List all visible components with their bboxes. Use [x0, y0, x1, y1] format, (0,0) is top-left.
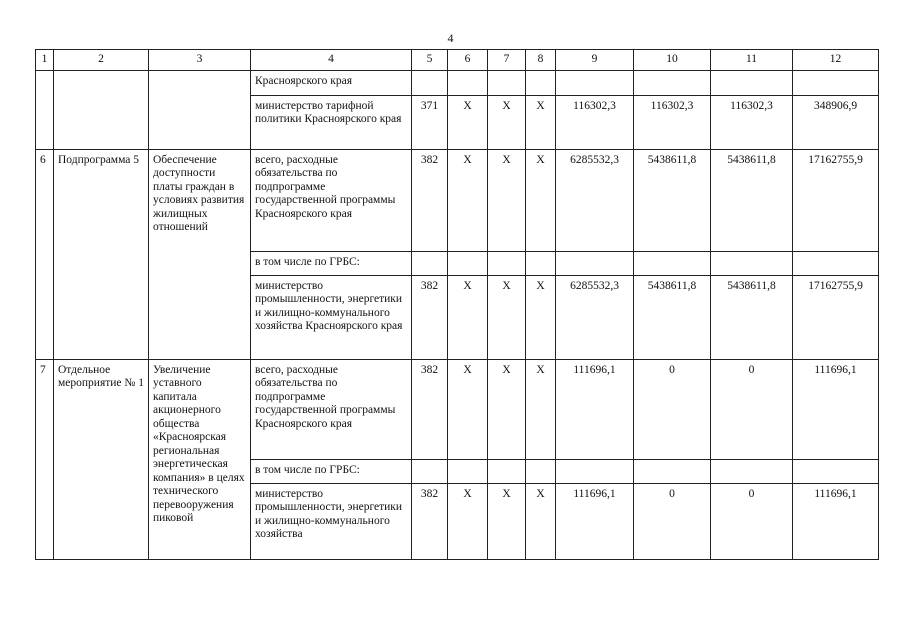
value-cell: 111696,1: [793, 483, 879, 559]
value-cell: 0: [634, 359, 711, 459]
value-cell: 111696,1: [556, 483, 634, 559]
value-cell: 17162755,9: [793, 275, 879, 359]
header-row: [36, 50, 879, 71]
value-cell: 17162755,9: [793, 149, 879, 251]
value-cell: Х: [488, 359, 526, 459]
value-cell: 348906,9: [793, 95, 879, 149]
name-cell: Отдельное мероприятие № 1: [54, 359, 149, 559]
header-cell: 6: [448, 50, 488, 71]
total-label-cell: всего, расходные обязательства по подпрограмме государственной программы Красноярского края: [251, 359, 412, 459]
name-cell: [54, 70, 149, 149]
ministry-cell: министерство тарифной политики Красноярского края: [251, 95, 412, 149]
value-cell: 0: [634, 483, 711, 559]
value-cell: 6285532,3: [556, 149, 634, 251]
budget-table: [35, 49, 879, 560]
value-cell: Х: [488, 275, 526, 359]
value-cell: Х: [448, 483, 488, 559]
value-cell: 5438611,8: [634, 149, 711, 251]
value-cell: Х: [448, 95, 488, 149]
value-cell: 111696,1: [556, 359, 634, 459]
header-cell: 2: [54, 50, 149, 71]
desc-cell: Обеспечение доступности платы граждан в условиях развития жилищных отношений: [149, 149, 251, 359]
value-cell: 382: [412, 149, 448, 251]
value-cell: Х: [488, 149, 526, 251]
desc-cell: [149, 70, 251, 149]
header-cell: 9: [556, 50, 634, 71]
value-cell: Х: [526, 359, 556, 459]
header-cell: 11: [711, 50, 793, 71]
grbs-cell: Красноярского края: [251, 70, 412, 95]
value-cell: 116302,3: [556, 95, 634, 149]
value-cell: Х: [526, 95, 556, 149]
value-cell: 116302,3: [634, 95, 711, 149]
row-number-cell: 7: [36, 359, 54, 559]
incl-label-cell: в том числе по ГРБС:: [251, 459, 412, 483]
value-cell: Х: [448, 149, 488, 251]
desc-cell: Увеличение уставного капитала акционерного общества «Красноярская региональная энергетическая компания» в целях технического перевооружения пиковой: [149, 359, 251, 559]
header-cell: 1: [36, 50, 54, 71]
ministry-cell: министерство промышленности, энергетики и жилищно-коммунального хозяйства Красноярского края: [251, 275, 412, 359]
value-cell: 382: [412, 359, 448, 459]
value-cell: Х: [488, 483, 526, 559]
value-cell: Х: [488, 95, 526, 149]
value-cell: 5438611,8: [634, 275, 711, 359]
page-number: 4: [447, 31, 454, 45]
row-number-cell: [36, 70, 54, 149]
name-cell: Подпрограмма 5: [54, 149, 149, 359]
value-cell: 382: [412, 275, 448, 359]
value-cell: Х: [526, 275, 556, 359]
value-cell: 5438611,8: [711, 149, 793, 251]
value-cell: 0: [711, 483, 793, 559]
header-cell: 12: [793, 50, 879, 71]
header-cell: 7: [488, 50, 526, 71]
header-cell: 8: [526, 50, 556, 71]
value-cell: 371: [412, 95, 448, 149]
total-label-cell: всего, расходные обязательства по подпрограмме государственной программы Красноярского края: [251, 149, 412, 251]
value-cell: 5438611,8: [711, 275, 793, 359]
table-row: [36, 359, 879, 459]
value-cell: Х: [526, 149, 556, 251]
header-cell: 4: [251, 50, 412, 71]
ministry-cell: министерство промышленности, энергетики и жилищно-коммунального хозяйства: [251, 483, 412, 559]
value-cell: Х: [526, 483, 556, 559]
value-cell: 382: [412, 483, 448, 559]
row-number-cell: 6: [36, 149, 54, 359]
incl-label-cell: в том числе по ГРБС:: [251, 251, 412, 275]
table-row: [36, 149, 879, 251]
header-cell: 5: [412, 50, 448, 71]
value-cell: 0: [711, 359, 793, 459]
table-row: [36, 70, 879, 95]
value-cell: Х: [448, 275, 488, 359]
header-cell: 3: [149, 50, 251, 71]
header-cell: 10: [634, 50, 711, 71]
value-cell: Х: [448, 359, 488, 459]
value-cell: 116302,3: [711, 95, 793, 149]
value-cell: 111696,1: [793, 359, 879, 459]
value-cell: 6285532,3: [556, 275, 634, 359]
